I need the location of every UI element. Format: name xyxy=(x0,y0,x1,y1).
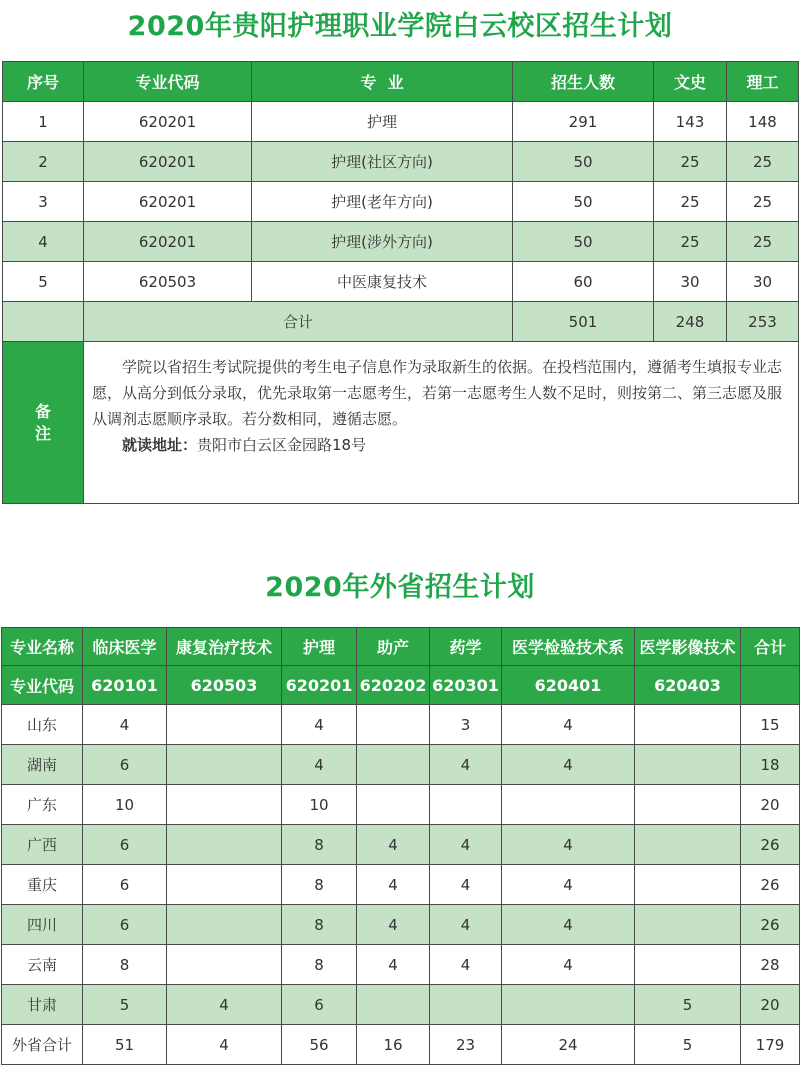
total-science: 253 xyxy=(727,302,799,342)
table-row xyxy=(2,785,800,825)
table-cell: 4 xyxy=(357,825,430,865)
table-cell: 25 xyxy=(654,182,727,222)
table-cell: 护理 xyxy=(252,102,513,142)
table-cell: 中医康复技术 xyxy=(252,262,513,302)
table-cell: 4 xyxy=(502,865,635,905)
table-cell: 护理(社区方向) xyxy=(252,142,513,182)
table-row xyxy=(3,182,799,222)
table-cell xyxy=(167,825,282,865)
table-cell: 6 xyxy=(83,905,167,945)
table-cell: 5 xyxy=(635,985,741,1025)
header-cell: 招生人数 xyxy=(513,62,654,102)
table-cell: 26 xyxy=(741,905,800,945)
table-cell: 6 xyxy=(282,985,357,1025)
table-cell xyxy=(357,785,430,825)
remark-text: 学院以省招生考试院提供的考生电子信息作为录取新生的依据。在投档范围内，遵循考生填报专业志愿，从高分到低分录取，优先录取第一志愿考生，若第一志愿考生人数不足时，则按第二、第三志愿及服从调剂志愿顺序录取。若分数相同，遵循志愿。 xyxy=(92,358,783,428)
table-cell xyxy=(357,745,430,785)
table-cell: 60 xyxy=(513,262,654,302)
table-cell: 56 xyxy=(282,1025,357,1065)
table-cell: 20 xyxy=(741,785,800,825)
table-cell: 4 xyxy=(3,222,84,262)
table-cell: 2 xyxy=(3,142,84,182)
remark-label-char: 注 xyxy=(34,423,51,443)
address-label: 就读地址： xyxy=(122,436,198,454)
table-cell: 4 xyxy=(502,825,635,865)
table-cell: 6 xyxy=(83,825,167,865)
table-cell: 26 xyxy=(741,825,800,865)
table-cell xyxy=(357,985,430,1025)
table-cell: 4 xyxy=(167,1025,282,1065)
table2-header-codes xyxy=(2,666,800,705)
table-cell: 620201 xyxy=(84,102,252,142)
table-cell: 4 xyxy=(430,905,502,945)
table-cell: 50 xyxy=(513,182,654,222)
province-cell: 云南 xyxy=(2,945,83,985)
table-cell: 4 xyxy=(282,705,357,745)
table-cell: 18 xyxy=(741,745,800,785)
header-cell: 620403 xyxy=(635,666,741,705)
table-cell: 3 xyxy=(430,705,502,745)
header-cell: 护理 xyxy=(282,628,357,666)
table-cell: 5 xyxy=(3,262,84,302)
table-cell xyxy=(635,945,741,985)
table-cell xyxy=(167,745,282,785)
table-cell xyxy=(430,985,502,1025)
table-cell: 6 xyxy=(83,745,167,785)
table-cell: 26 xyxy=(741,865,800,905)
table-cell: 620201 xyxy=(84,222,252,262)
table-cell xyxy=(167,705,282,745)
table-cell: 4 xyxy=(83,705,167,745)
table-cell: 143 xyxy=(654,102,727,142)
table-cell: 51 xyxy=(83,1025,167,1065)
province-cell: 山东 xyxy=(2,705,83,745)
table-cell: 30 xyxy=(654,262,727,302)
table-row xyxy=(2,745,800,785)
header-cell: 文史 xyxy=(654,62,727,102)
header-cell: 专业代码 xyxy=(2,666,83,705)
table-cell: 4 xyxy=(502,945,635,985)
table-cell: 4 xyxy=(502,745,635,785)
header-cell: 620301 xyxy=(430,666,502,705)
total-students: 501 xyxy=(513,302,654,342)
table-cell: 28 xyxy=(741,945,800,985)
address-value: 贵阳市白云区金园路18号 xyxy=(197,436,367,454)
table-cell xyxy=(167,905,282,945)
table-cell: 25 xyxy=(727,182,799,222)
table-cell xyxy=(167,785,282,825)
table-cell: 148 xyxy=(727,102,799,142)
table-cell xyxy=(502,985,635,1025)
table-row xyxy=(3,262,799,302)
remark-label xyxy=(3,342,84,504)
table-cell: 4 xyxy=(430,945,502,985)
header-cell: 专 业 xyxy=(252,62,513,102)
table-cell xyxy=(635,705,741,745)
table-row xyxy=(2,985,800,1025)
table-cell: 护理(涉外方向) xyxy=(252,222,513,262)
table-cell xyxy=(635,745,741,785)
header-cell: 医学影像技术 xyxy=(635,628,741,666)
table-cell: 护理(老年方向) xyxy=(252,182,513,222)
table-cell: 620503 xyxy=(84,262,252,302)
table-cell: 1 xyxy=(3,102,84,142)
table-cell: 23 xyxy=(430,1025,502,1065)
table-cell: 8 xyxy=(282,825,357,865)
table2-header-names xyxy=(2,628,800,666)
table-cell: 4 xyxy=(357,865,430,905)
table2-body xyxy=(2,705,800,1065)
header-cell: 助产 xyxy=(357,628,430,666)
header-cell: 专业代码 xyxy=(84,62,252,102)
total-label: 合计 xyxy=(84,302,513,342)
table-cell xyxy=(635,865,741,905)
table-cell: 4 xyxy=(430,865,502,905)
table-cell xyxy=(357,705,430,745)
table2-title: 2020年外省招生计划 xyxy=(265,572,535,603)
table-cell: 179 xyxy=(741,1025,800,1065)
total-row xyxy=(3,302,799,342)
header-cell xyxy=(741,666,800,705)
header-cell: 620101 xyxy=(83,666,167,705)
table-row xyxy=(3,222,799,262)
table-row xyxy=(2,705,800,745)
table-cell: 50 xyxy=(513,222,654,262)
table-cell: 50 xyxy=(513,142,654,182)
header-cell: 医学检验技术系 xyxy=(502,628,635,666)
table-cell: 4 xyxy=(502,705,635,745)
out-of-province-table xyxy=(1,627,800,1065)
header-cell: 620201 xyxy=(282,666,357,705)
table-cell: 10 xyxy=(83,785,167,825)
table-cell: 8 xyxy=(282,865,357,905)
table-cell: 4 xyxy=(357,905,430,945)
table-cell: 3 xyxy=(3,182,84,222)
table-row xyxy=(2,945,800,985)
table-cell: 4 xyxy=(357,945,430,985)
header-cell: 康复治疗技术 xyxy=(167,628,282,666)
table-row xyxy=(2,865,800,905)
table-cell xyxy=(167,945,282,985)
table-cell xyxy=(635,905,741,945)
table-cell: 620201 xyxy=(84,182,252,222)
total-arts: 248 xyxy=(654,302,727,342)
table-cell: 8 xyxy=(83,945,167,985)
table-cell: 4 xyxy=(502,905,635,945)
table-cell: 24 xyxy=(502,1025,635,1065)
header-cell: 620503 xyxy=(167,666,282,705)
address-line xyxy=(92,432,796,458)
table-row xyxy=(2,1025,800,1065)
table-cell: 4 xyxy=(167,985,282,1025)
province-cell: 重庆 xyxy=(2,865,83,905)
table-cell xyxy=(635,825,741,865)
table-cell: 5 xyxy=(83,985,167,1025)
province-cell: 外省合计 xyxy=(2,1025,83,1065)
table1-header-row xyxy=(3,62,799,102)
table-cell: 620201 xyxy=(84,142,252,182)
province-cell: 广东 xyxy=(2,785,83,825)
table-cell: 4 xyxy=(430,745,502,785)
remark-row xyxy=(3,342,799,504)
table-cell xyxy=(635,785,741,825)
province-cell: 甘肃 xyxy=(2,985,83,1025)
header-cell: 620401 xyxy=(502,666,635,705)
table-row xyxy=(3,102,799,142)
table-row xyxy=(2,905,800,945)
table-cell: 25 xyxy=(727,142,799,182)
table-cell: 8 xyxy=(282,905,357,945)
table-cell xyxy=(167,865,282,905)
header-cell: 理工 xyxy=(727,62,799,102)
province-cell: 四川 xyxy=(2,905,83,945)
table-cell xyxy=(3,302,84,342)
table1-title: 2020年贵阳护理职业学院白云校区招生计划 xyxy=(127,11,673,42)
campus-enrollment-table xyxy=(2,61,799,504)
table-cell xyxy=(502,785,635,825)
remark-text-cell xyxy=(84,342,799,504)
table-cell: 15 xyxy=(741,705,800,745)
table-cell: 16 xyxy=(357,1025,430,1065)
province-cell: 广西 xyxy=(2,825,83,865)
header-cell: 专业名称 xyxy=(2,628,83,666)
table-cell: 4 xyxy=(282,745,357,785)
table-cell: 5 xyxy=(635,1025,741,1065)
header-cell: 620202 xyxy=(357,666,430,705)
remark-label-char: 备 xyxy=(34,401,51,421)
header-cell: 合计 xyxy=(741,628,800,666)
table-cell: 6 xyxy=(83,865,167,905)
table-cell: 20 xyxy=(741,985,800,1025)
header-cell: 药学 xyxy=(430,628,502,666)
table-cell: 30 xyxy=(727,262,799,302)
table-cell: 8 xyxy=(282,945,357,985)
table-row xyxy=(3,142,799,182)
table-cell: 25 xyxy=(654,142,727,182)
header-cell: 序号 xyxy=(3,62,84,102)
table-cell: 4 xyxy=(430,825,502,865)
table-cell: 25 xyxy=(654,222,727,262)
table-row xyxy=(2,825,800,865)
header-cell: 临床医学 xyxy=(83,628,167,666)
table-cell: 10 xyxy=(282,785,357,825)
province-cell: 湖南 xyxy=(2,745,83,785)
table-cell: 291 xyxy=(513,102,654,142)
table-cell: 25 xyxy=(727,222,799,262)
table-cell xyxy=(430,785,502,825)
